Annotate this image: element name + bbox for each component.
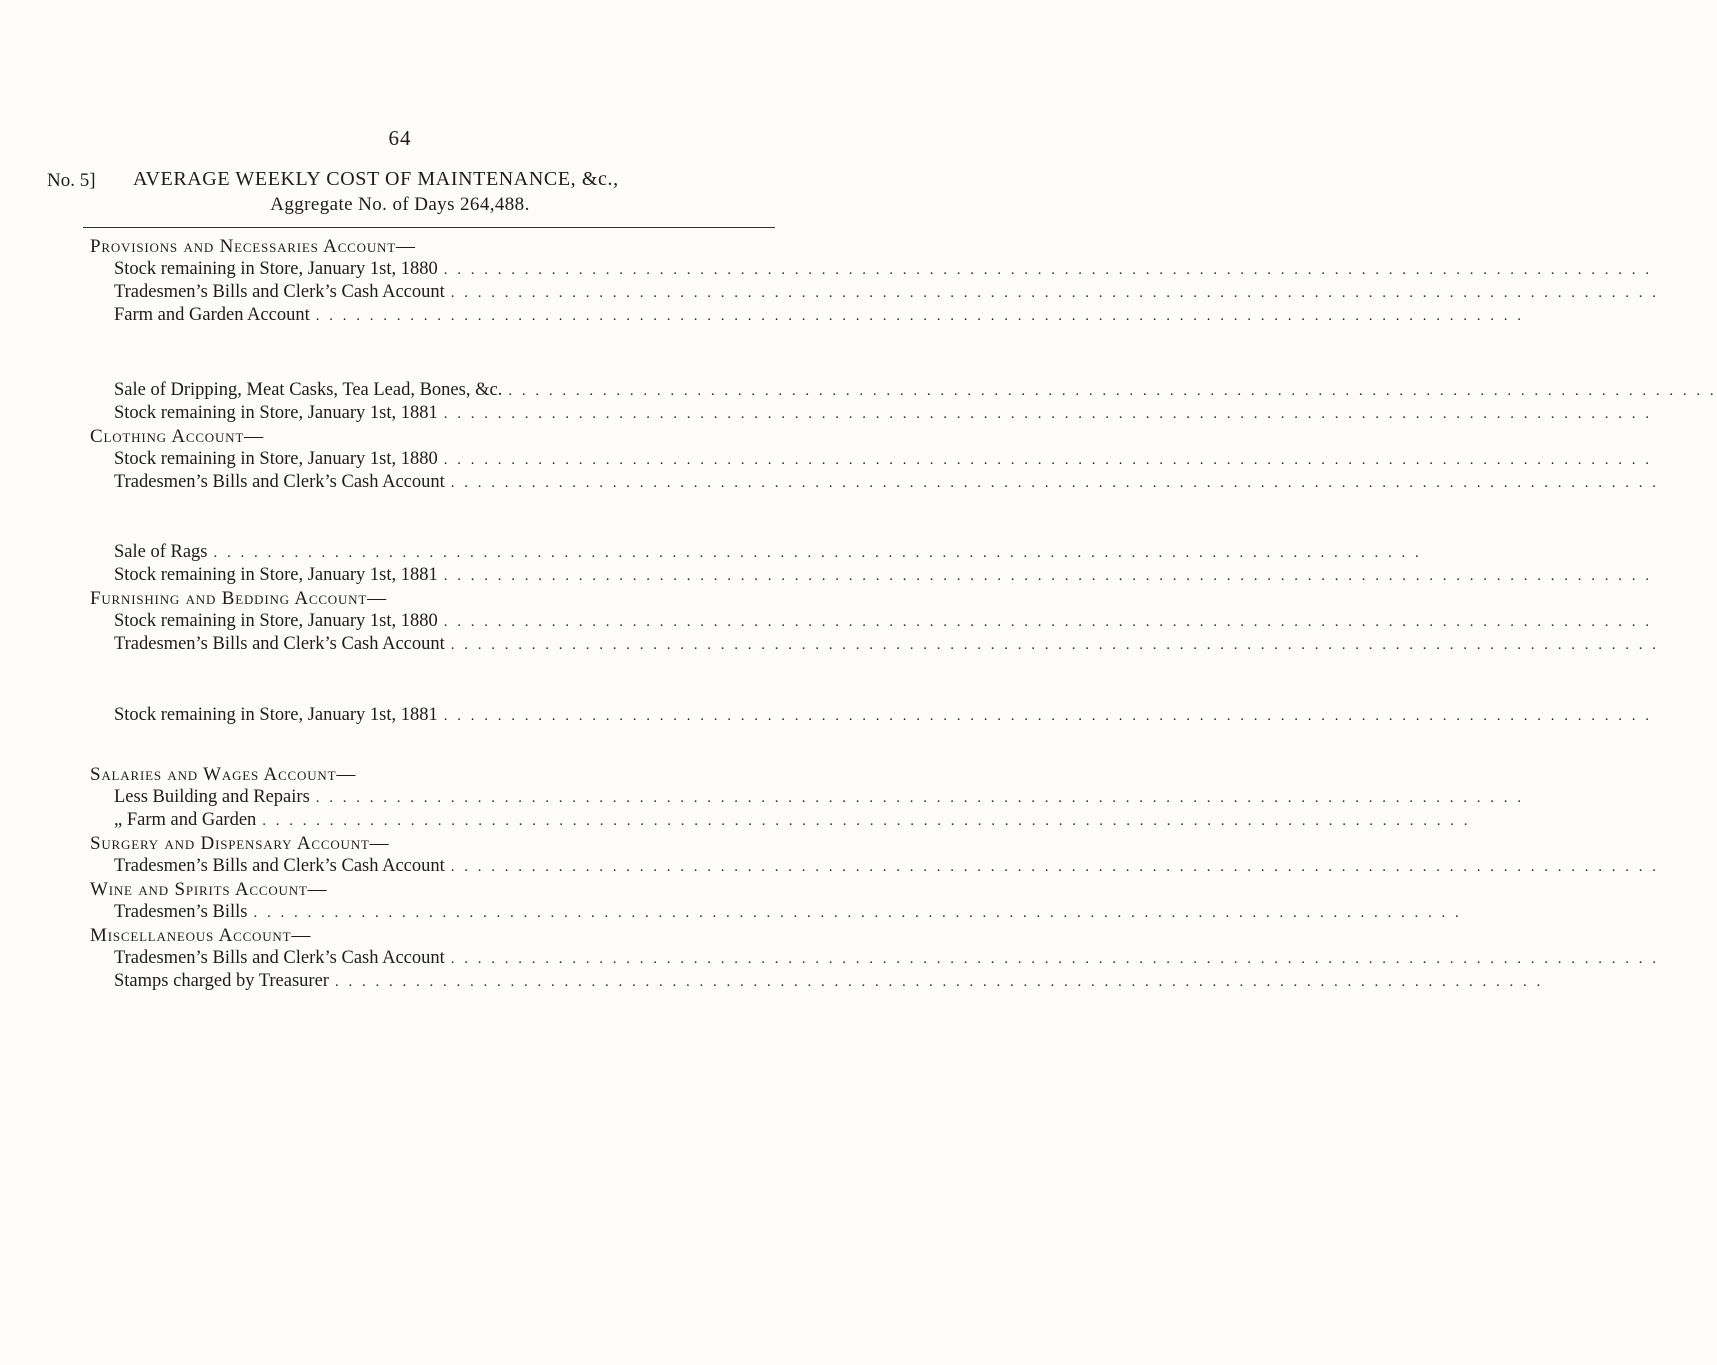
dot-leader: . . . . . . . . . . . . . . . . . . . . . . . . . . . . . . . . . . . . . . . . . . . . . . . . . . . . . . . . . . . . . . . . . . . . . . . . . . . . . . . . . . . . . . . . . . [508,383,1717,399]
account-line [114,472,1660,494]
account-line-label: Sale of Rags [114,542,208,562]
account-line [114,705,1652,727]
account-line [114,449,1652,471]
account-heading [90,879,774,901]
account-line [114,305,1524,327]
header-rule [83,227,775,228]
dot-leader: . . . . . . . . . . . . . . . . . . . . . . . . . . . . . . . . . . . . . . . . . . . . . . . . . . . . . . . . . . . . . . . . . . . . . . . . . . . . . . . . . . . . . . . . . . [262,813,1471,829]
account-heading-label: Salaries and Wages Account— [90,764,357,785]
account-heading-label: Furnishing and Bedding Account— [90,588,387,609]
dot-leader: . . . . . . . . . . . . . . . . . . . . . . . . . . . . . . . . . . . . . . . . . . . . . . . . . . . . . . . . . . . . . . . . . . . . . . . . . . . . . . . . . . . . . . . . . . [450,637,1660,653]
account-line [114,282,1660,304]
account-line-label: „ Farm and Garden [114,810,257,830]
account-line [114,542,1422,564]
dot-leader: . . . . . . . . . . . . . . . . . . . . . . . . . . . . . . . . . . . . . . . . . . . . . . . . . . . . . . . . . . . . . . . . . . . . . . . . . . . . . . . . . . . . . . . . . . [315,790,1525,806]
account-line [114,403,1652,425]
account-line [114,565,1652,587]
account-line [114,787,1525,809]
dot-leader: . . . . . . . . . . . . . . . . . . . . . . . . . . . . . . . . . . . . . . . . . . . . . . . . . . . . . . . . . . . . . . . . . . . . . . . . . . . . . . . . . . . . . . . . . . [443,568,1652,584]
account-line [114,856,1660,878]
account-line [114,634,1660,656]
account-line-label: Tradesmen’s Bills and Clerk’s Cash Account [114,634,445,654]
page-subtitle: Aggregate No. of Days 264,488. [270,194,530,215]
account-heading-label: Provisions and Necessaries Account— [90,236,416,257]
dot-leader: . . . . . . . . . . . . . . . . . . . . . . . . . . . . . . . . . . . . . . . . . . . . . . . . . . . . . . . . . . . . . . . . . . . . . . . . . . . . . . . . . . . . . . . . . . [213,545,1422,561]
dot-leader: . . . . . . . . . . . . . . . . . . . . . . . . . . . . . . . . . . . . . . . . . . . . . . . . . . . . . . . . . . . . . . . . . . . . . . . . . . . . . . . . . . . . . . . . . . [450,859,1660,875]
dot-leader: . . . . . . . . . . . . . . . . . . . . . . . . . . . . . . . . . . . . . . . . . . . . . . . . . . . . . . . . . . . . . . . . . . . . . . . . . . . . . . . . . . . . . . . . . . [443,614,1652,630]
account-line-label: Stock remaining in Store, January 1st, 1880 [114,259,438,279]
account-line-label: Stock remaining in Store, January 1st, 1880 [114,611,438,631]
account-line-label: Stamps charged by Treasurer [114,971,329,991]
dot-leader: . . . . . . . . . . . . . . . . . . . . . . . . . . . . . . . . . . . . . . . . . . . . . . . . . . . . . . . . . . . . . . . . . . . . . . . . . . . . . . . . . . . . . . . . . . [450,285,1660,301]
account-heading [90,833,774,855]
account-line-label: Stock remaining in Store, January 1st, 1881 [114,565,438,585]
dot-leader: . . . . . . . . . . . . . . . . . . . . . . . . . . . . . . . . . . . . . . . . . . . . . . . . . . . . . . . . . . . . . . . . . . . . . . . . . . . . . . . . . . . . . . . . . . [443,708,1652,724]
account-heading-label: Clothing Account— [90,426,264,447]
account-line-label: Tradesmen’s Bills and Clerk’s Cash Account [114,948,445,968]
account-heading-label: Wine and Spirits Account— [90,879,328,900]
account-heading-label: Miscellaneous Account— [90,925,312,946]
account-line-label: Stock remaining in Store, January 1st, 1880 [114,449,438,469]
dot-leader: . . . . . . . . . . . . . . . . . . . . . . . . . . . . . . . . . . . . . . . . . . . . . . . . . . . . . . . . . . . . . . . . . . . . . . . . . . . . . . . . . . . . . . . . . . [443,262,1652,278]
account-line-label: Sale of Dripping, Meat Casks, Tea Lead, Bones, &c. [114,380,503,400]
account-line-label: Tradesmen’s Bills and Clerk’s Cash Account [114,472,445,492]
account-line-label: Tradesmen’s Bills [114,902,248,922]
dot-leader: . . . . . . . . . . . . . . . . . . . . . . . . . . . . . . . . . . . . . . . . . . . . . . . . . . . . . . . . . . . . . . . . . . . . . . . . . . . . . . . . . . . . . . . . . . [315,308,1524,324]
account-line-label: Stock remaining in Store, January 1st, 1881 [114,403,438,423]
page-title: AVERAGE WEEKLY COST OF MAINTENANCE, &c., [133,168,619,190]
dot-leader: . . . . . . . . . . . . . . . . . . . . . . . . . . . . . . . . . . . . . . . . . . . . . . . . . . . . . . . . . . . . . . . . . . . . . . . . . . . . . . . . . . . . . . . . . . [450,951,1660,967]
account-line-label: Tradesmen’s Bills and Clerk’s Cash Account [114,856,445,876]
account-heading [90,588,774,610]
account-heading [90,426,774,448]
dot-leader: . . . . . . . . . . . . . . . . . . . . . . . . . . . . . . . . . . . . . . . . . . . . . . . . . . . . . . . . . . . . . . . . . . . . . . . . . . . . . . . . . . . . . . . . . . [450,475,1660,491]
dot-leader: . . . . . . . . . . . . . . . . . . . . . . . . . . . . . . . . . . . . . . . . . . . . . . . . . . . . . . . . . . . . . . . . . . . . . . . . . . . . . . . . . . . . . . . . . . [443,452,1652,468]
account-line [114,971,1544,993]
account-heading [90,236,774,258]
account-line [114,902,1462,924]
account-line-label: Stock remaining in Store, January 1st, 1881 [114,705,438,725]
dot-leader: . . . . . . . . . . . . . . . . . . . . . . . . . . . . . . . . . . . . . . . . . . . . . . . . . . . . . . . . . . . . . . . . . . . . . . . . . . . . . . . . . . . . . . . . . . [253,905,1462,921]
account-line [114,948,1660,970]
dot-leader: . . . . . . . . . . . . . . . . . . . . . . . . . . . . . . . . . . . . . . . . . . . . . . . . . . . . . . . . . . . . . . . . . . . . . . . . . . . . . . . . . . . . . . . . . . [334,974,1544,990]
account-line-label: Less Building and Repairs [114,787,310,807]
account-line [114,611,1652,633]
dot-leader: . . . . . . . . . . . . . . . . . . . . . . . . . . . . . . . . . . . . . . . . . . . . . . . . . . . . . . . . . . . . . . . . . . . . . . . . . . . . . . . . . . . . . . . . . . [443,406,1652,422]
table-reference: No. 5] [47,170,96,191]
account-heading-label: Surgery and Dispensary Account— [90,833,390,854]
account-line [114,380,1717,402]
account-line [114,810,1471,832]
account-line-label: Tradesmen’s Bills and Clerk’s Cash Account [114,282,445,302]
page-number: 64 [388,126,412,150]
account-line [114,259,1652,281]
account-heading [90,925,774,947]
account-line-label: Farm and Garden Account [114,305,310,325]
account-heading [90,764,774,786]
